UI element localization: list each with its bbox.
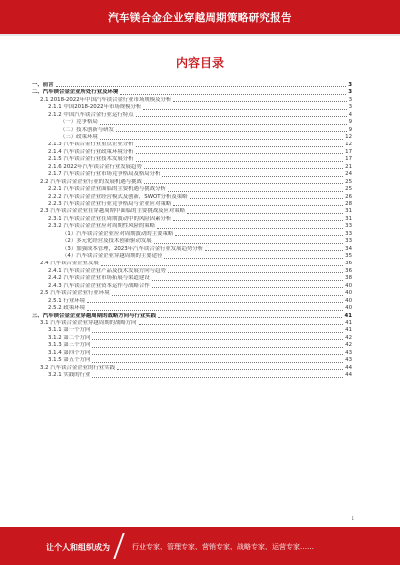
toc-entry[interactable] xyxy=(32,313,352,320)
toc-entry-page: 44 xyxy=(345,364,352,371)
toc-leader-dots xyxy=(152,280,343,281)
toc-entry-page: 42 xyxy=(345,334,352,341)
toc-entry[interactable] xyxy=(32,357,352,364)
header-bar xyxy=(0,0,400,34)
toc-leader-dots xyxy=(175,235,343,236)
toc-leader-dots xyxy=(144,183,343,184)
toc-entry-page: 33 xyxy=(345,223,352,230)
toc-entry[interactable] xyxy=(32,290,352,297)
toc-entry-page: 3 xyxy=(348,96,352,103)
toc-entry-page: 3 xyxy=(348,89,352,96)
toc-entry[interactable] xyxy=(32,246,352,253)
toc-entry-title: （3）加强成本管理，2023年汽车镁合金行业发展趋势分析 xyxy=(62,245,204,252)
footer-slogan-right: 行业专家、管理专家、营销专家、战略专家、运营专家…… xyxy=(132,543,314,551)
toc-leader-dots xyxy=(136,161,344,162)
toc-entry[interactable] xyxy=(32,82,352,89)
toc-entry-page: 24 xyxy=(345,171,352,178)
toc-leader-dots xyxy=(116,131,347,132)
toc-leader-dots xyxy=(101,265,343,266)
toc-entry-page: 25 xyxy=(345,186,352,193)
toc-entry-title: 2.2.2 汽车镁合金企业经营模式及创新，SWOT分析及策略 xyxy=(48,193,188,200)
toc-leader-dots xyxy=(173,101,346,102)
toc-leader-dots xyxy=(56,86,347,87)
toc-entry-title: 3.1.3 第三个方向 xyxy=(48,342,91,349)
toc-leader-dots xyxy=(154,243,343,244)
toc-entry-page: 9 xyxy=(348,126,352,133)
toc-entry-title: 2.1.7 汽车镁合金行业市场竞争格局及格局分析 xyxy=(48,171,161,178)
toc-entry[interactable] xyxy=(32,112,352,119)
toc-entry-page: 31 xyxy=(345,215,352,222)
toc-entry[interactable] xyxy=(32,261,352,268)
toc-entry[interactable] xyxy=(32,372,352,379)
toc-entry[interactable] xyxy=(32,179,352,186)
toc-entry-title: 3.1.2 第二个方向 xyxy=(48,334,91,341)
toc-entry[interactable] xyxy=(32,134,352,141)
toc-leader-dots xyxy=(143,109,346,110)
toc-entry-page: 3 xyxy=(348,82,352,88)
toc-entry-title: 三、汽车镁合金企业穿越周期的战略方向与行业实践 xyxy=(32,312,156,319)
toc-entry-page: 25 xyxy=(345,178,352,185)
toc-entry-title: 2.3 汽车镁合金企业在穿越周期中面临的主要挑战及应对策略 xyxy=(40,208,186,215)
toc-entry-page: 33 xyxy=(345,238,352,245)
toc-entry[interactable] xyxy=(32,194,352,201)
toc-entry-title: 2.5 汽车镁合金企业行业环境 xyxy=(40,290,110,297)
toc-entry[interactable] xyxy=(32,104,352,111)
toc-entry-title: （三）政策环境 xyxy=(60,134,98,141)
footer-slogan-left: 让个人和组织成为 xyxy=(46,543,110,552)
toc-entry-title: （一）竞争格局 xyxy=(60,119,98,126)
toc-entry[interactable] xyxy=(32,283,352,290)
toc-entry[interactable] xyxy=(32,365,352,372)
toc-entry-page: 9 xyxy=(348,119,352,126)
header-divider xyxy=(0,34,400,36)
toc-entry-page: 43 xyxy=(345,357,352,364)
toc-leader-dots xyxy=(152,287,343,288)
toc-leader-dots xyxy=(168,191,343,192)
toc-leader-dots xyxy=(92,339,343,340)
toc-entry-page: 31 xyxy=(345,208,352,215)
toc-leader-dots xyxy=(117,369,343,370)
toc-entry[interactable] xyxy=(32,156,352,163)
toc-entry[interactable] xyxy=(32,327,352,334)
toc-entry-page: 4 xyxy=(348,111,352,118)
toc-entry-page: 40 xyxy=(345,297,352,304)
toc-leader-dots xyxy=(87,310,343,311)
toc-entry-page: 33 xyxy=(345,230,352,237)
toc-entry-title: 2.2.3 汽车镁合金企业行业竞争格局与企业应对策略 xyxy=(48,201,172,207)
page-number: 1 xyxy=(351,516,354,521)
toc-entry[interactable] xyxy=(32,216,352,223)
toc-entry-title: 3.2 汽车镁合金企业的行业实践 xyxy=(40,364,115,371)
footer-bar xyxy=(0,527,400,565)
toc-entry[interactable] xyxy=(32,305,352,312)
toc-leader-dots xyxy=(205,250,343,251)
toc-leader-dots xyxy=(136,146,344,147)
toc-entry-title: （2）多元化经营及技术创新驱动发展 xyxy=(62,238,152,245)
toc-entry-title: 2.5.2 政策环境 xyxy=(48,305,85,312)
toc-entry-page: 36 xyxy=(345,260,352,267)
toc-entry-title: 2.1.6 2022年汽车镁合金行业发展趋势 xyxy=(48,163,142,170)
toc-entry[interactable] xyxy=(32,208,352,215)
toc-leader-dots xyxy=(92,332,343,333)
toc-entry-page: 41 xyxy=(345,320,352,326)
footer-divider-slash xyxy=(113,533,124,559)
toc-leader-dots xyxy=(92,354,343,355)
report-title: 汽车镁合金企业穿越周期策略研究报告 xyxy=(108,12,292,24)
toc-leader-dots xyxy=(139,324,344,325)
toc-entry-title: （4）汽车镁合金企业穿越周期的主要途径 xyxy=(62,253,163,260)
toc-entry[interactable] xyxy=(32,320,352,327)
toc-entry-title: 2.1.5 汽车镁合金行业技术发展分析 xyxy=(48,156,134,163)
toc-entry-page: 17 xyxy=(345,156,352,163)
toc-entry-page: 40 xyxy=(345,290,352,297)
toc-entry[interactable] xyxy=(32,342,352,349)
toc-entry-page: 12 xyxy=(345,141,352,148)
toc-entry-title: 2.1.3 汽车镁合金行业重点企业分析 xyxy=(48,141,134,148)
toc-leader-dots xyxy=(157,228,343,229)
toc-entry[interactable] xyxy=(32,298,352,305)
toc-entry-page: 34 xyxy=(345,245,352,252)
toc-entry[interactable] xyxy=(32,186,352,193)
toc-leader-dots xyxy=(92,362,343,363)
toc-entry[interactable] xyxy=(32,164,352,171)
toc-leader-dots xyxy=(187,213,343,214)
toc-leader-dots xyxy=(173,220,343,221)
toc-entry-page: 40 xyxy=(345,305,352,312)
toc-entry[interactable] xyxy=(32,238,352,245)
toc-leader-dots xyxy=(144,168,343,169)
toc-entry-page: 21 xyxy=(345,163,352,170)
toc-entry-title: 3.1 汽车镁合金企业穿越周期的战略方向 xyxy=(40,320,137,326)
toc-entry-title: 3.1.1 第一个方向 xyxy=(48,327,91,334)
toc-entry-page: 12 xyxy=(345,134,352,141)
toc-entry-title: 2.4.3 汽车镁合金企业资本运作与战略合作 xyxy=(48,282,150,289)
toc-leader-dots xyxy=(136,116,347,117)
toc-leader-dots xyxy=(162,176,343,177)
toc-entry[interactable] xyxy=(32,231,352,238)
toc-leader-dots xyxy=(100,139,343,140)
toc-entry-title: 2.3.2 汽车镁合金企业应对周期性风险的策略 xyxy=(48,223,156,230)
toc-heading: 内容目录 xyxy=(175,56,224,70)
toc-entry[interactable] xyxy=(32,89,352,96)
toc-leader-dots xyxy=(173,205,343,206)
toc-leader-dots xyxy=(190,198,344,199)
toc-entry[interactable] xyxy=(32,97,352,104)
toc-leader-dots xyxy=(112,295,344,296)
toc-entry-title: 2.2 汽车镁合金企业行业的发展机遇与挑战 xyxy=(40,178,142,185)
toc-entry-page: 41 xyxy=(344,312,352,319)
toc-leader-dots xyxy=(164,258,343,259)
toc-leader-dots xyxy=(120,94,346,95)
toc-entry[interactable] xyxy=(32,253,352,260)
toc-entry-page: 40 xyxy=(345,282,352,289)
toc-entry[interactable] xyxy=(32,127,352,134)
toc-entry-title: 2.5.1 行业环境 xyxy=(48,297,85,304)
toc-leader-dots xyxy=(136,153,344,154)
toc-entry-page: 38 xyxy=(345,275,352,282)
toc-entry[interactable] xyxy=(32,335,352,342)
toc-entry[interactable] xyxy=(32,350,352,357)
table-of-contents xyxy=(32,82,352,380)
toc-entry-title: 3.1.4 第四个方向 xyxy=(48,349,91,356)
toc-entry[interactable] xyxy=(32,201,352,208)
toc-entry-title: 2.2.1 汽车镁合金企业面临的主要机遇与挑战分析 xyxy=(48,186,166,193)
toc-entry-title: 2.4.1 汽车镁合金企业产品及技术发展方向与趋势 xyxy=(48,267,166,274)
toc-entry[interactable] xyxy=(32,275,352,282)
toc-entry-title: 3.1.5 第五个方向 xyxy=(48,357,91,364)
toc-entry-title: 一、前言 xyxy=(32,82,54,88)
toc-entry-title: 2.1.1 中国2018-2022年市场规模分析 xyxy=(48,104,142,111)
toc-entry-title: 2.1.2 中国汽车镁合金行业运行特点 xyxy=(48,111,134,118)
toc-entry-page: 41 xyxy=(345,327,352,334)
toc-entry-title: 2.3.1 汽车镁合金企业在周期波动中的风险因素分析 xyxy=(48,215,172,222)
toc-entry-title: 2.4 汽车镁合金企业发展 xyxy=(40,260,99,267)
toc-leader-dots xyxy=(92,347,343,348)
toc-entry-page: 36 xyxy=(345,267,352,274)
toc-entry[interactable] xyxy=(32,223,352,230)
toc-entry-page: 26 xyxy=(345,193,352,200)
toc-entry-page: 35 xyxy=(345,253,352,260)
toc-entry-page: 3 xyxy=(348,104,352,111)
toc-entry-title: 3.2.1 实践的行业 xyxy=(48,372,91,379)
toc-entry[interactable] xyxy=(32,268,352,275)
toc-entry-title: 2.1.4 汽车镁合金行业政策环境分析 xyxy=(48,148,134,155)
toc-entry-title: 2.4.2 汽车镁合金企业市场拓展与渠道建设 xyxy=(48,275,150,282)
toc-leader-dots xyxy=(100,124,347,125)
toc-entry[interactable] xyxy=(32,142,352,149)
toc-entry[interactable] xyxy=(32,119,352,126)
toc-leader-dots xyxy=(158,317,342,318)
toc-entry-page: 44 xyxy=(345,372,352,379)
toc-entry-page: 43 xyxy=(345,349,352,356)
toc-leader-dots xyxy=(168,272,343,273)
toc-leader-dots xyxy=(87,302,343,303)
toc-leader-dots xyxy=(92,377,343,378)
toc-entry-title: （1）汽车镁合金企业应对周期波动的主要策略 xyxy=(62,230,174,237)
toc-entry-page: 42 xyxy=(345,342,352,349)
toc-entry[interactable] xyxy=(32,149,352,156)
toc-entry-title: 2.1 2018-2022年中国汽车镁合金行业市场规模及分析 xyxy=(40,96,172,103)
toc-entry-title: 二、汽车镁合金企业所处行业及环境 xyxy=(32,89,119,96)
toc-entry-title: （二）技术创新与研发 xyxy=(60,126,114,133)
toc-entry[interactable] xyxy=(32,171,352,178)
toc-entry-page: 17 xyxy=(345,148,352,155)
toc-entry-page: 28 xyxy=(345,201,352,207)
